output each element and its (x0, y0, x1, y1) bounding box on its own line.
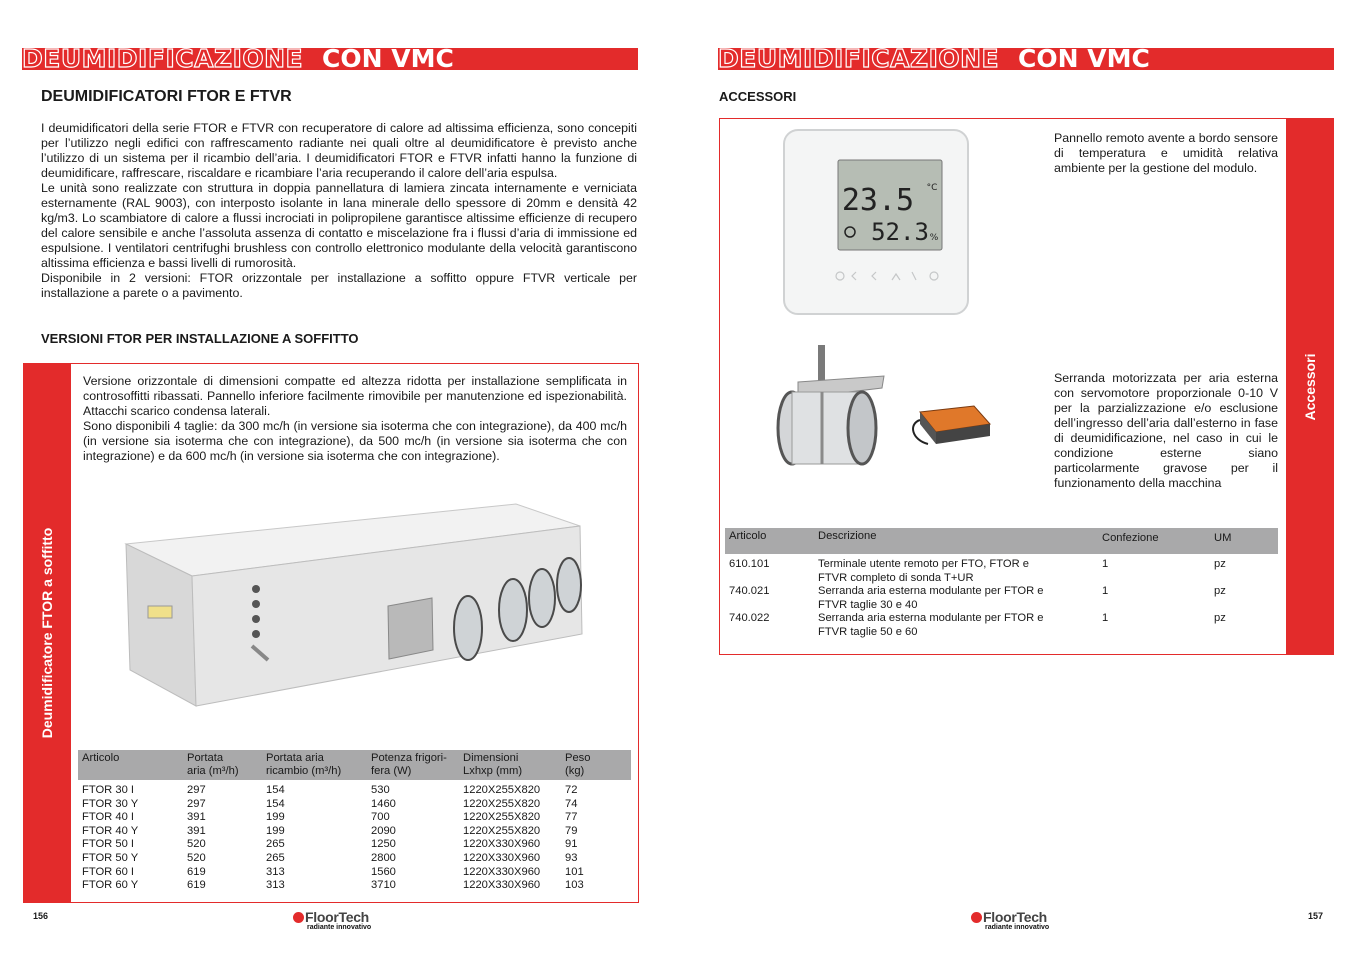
table-row: 740.022 Serranda aria esterna modulante per FTOR e FTVR taglie 50 e 60 1 pz (729, 612, 1226, 638)
floortech-logo-left (293, 909, 393, 935)
ftor-box-paragraph-1: Versione orizzontale di dimensioni compatte ed altezza ridotta per installazione semplificata in controsoffitti ribassati. Pannello inferiore facilmente rimovibile per manutenzione ed ispezionabilità. Attacchi scarico condensa laterali. (83, 374, 627, 418)
panel-temp-unit: °C (926, 183, 938, 193)
page-number-left: 156 (33, 911, 49, 921)
ftor-unit-label-sticker (148, 606, 172, 618)
ftor-unit-rating-plate (388, 598, 433, 659)
section-title-ftor: VERSIONI FTOR PER INSTALLAZIONE A SOFFITTO (41, 331, 359, 346)
ftor-box-paragraph-2: Sono disponibili 4 taglie: da 300 mc/h (in versione sia isoterma che con integrazione), da 400 mc/h (in versione sia isoterma che con integrazione), da 500 mc/h (in versione sia isoterma che con integrazione) e da 600 mc/h (in versione sia isoterma che con integrazione). (83, 419, 627, 463)
table-row: FTOR 60 I 619 313 1560 1220X330X960 101 (82, 865, 584, 878)
duct-collar-1 (454, 596, 482, 660)
col-articolo: Articolo (725, 528, 814, 554)
intro-text (41, 121, 637, 301)
accessori-side-tab (1286, 118, 1334, 655)
damper-shaft (818, 345, 825, 383)
col-descrizione: Descrizione (814, 528, 1098, 554)
table-row: FTOR 50 Y 520 265 2800 1220X330X960 93 (82, 851, 578, 864)
logo-dot-icon (971, 912, 982, 923)
accessori-table (725, 528, 1278, 640)
ftor-unit-button-4 (252, 630, 260, 638)
logo-dot-icon (293, 912, 304, 923)
remote-panel-image (782, 128, 972, 318)
ftor-unit-image (96, 494, 612, 742)
ftor-side-tab (23, 363, 71, 903)
logo-tagline: radiante innovativo (985, 924, 1050, 931)
damper-description: Serranda motorizzata per aria esterna con servomotore proporzionale 0-10 V per la parzializzazione e/o esclusione dell’ingresso dell’aria dall’esterno in fase di deumidificazione, nel caso in cui le condizione esterne siano particolarmente gravose per il funzionamento della macchina (1054, 371, 1278, 490)
accessori-side-tab-label: Accessori (1302, 353, 1318, 420)
col-articolo: Articolo (78, 750, 183, 780)
col-portata-aria: Portata aria (m³/h) (183, 750, 262, 780)
right-banner (718, 44, 1334, 73)
ftor-unit-button-3 (252, 615, 260, 623)
ftor-side-tab-label: Deumidificatore FTOR a soffitto (39, 527, 55, 739)
accessori-table-header-row (725, 528, 1278, 554)
panel-humidity: 52.3 (871, 218, 929, 246)
ftor-table (78, 750, 631, 893)
ftor-table-header-row (78, 750, 631, 780)
duct-collar-2 (499, 579, 527, 641)
floortech-logo-right (971, 909, 1071, 935)
panel-hum-unit: % (929, 233, 939, 243)
intro-paragraph-2: Le unità sono realizzate con struttura in doppia pannellatura di lamiera zincata internamente e verniciata esternamente (RAL 9003), con interposto isolante in lana minerale dello spessore di 20mm e densità 42 kg/m3. Lo scambiatore di calore a flussi incrociati in polipropilene garantisce altissime efficienze di recupero del calore sensibile e anche l’assoluta assenza di contatto e miscelazione fra i flussi d’aria di immissione ed espulsione. I ventilatori centrifughi brushless con controllo elettronico modulante della velocità garantiscono altissima efficienza e bassi livelli di rumorosità. (41, 181, 637, 270)
left-page-title: DEUMIDIFICATORI FTOR E FTVR (41, 88, 292, 105)
left-banner-outline-title: DEUMIDIFICAZIONE (22, 44, 304, 73)
logo-name: FloorTech (983, 909, 1047, 925)
table-row: FTOR 40 I 391 199 700 1220X255X820 77 (82, 811, 578, 824)
remote-panel-description: Pannello remoto avente a bordo sensore di temperatura e umidità relativa ambiente per la gestione del modulo. (1054, 131, 1278, 175)
ftor-unit-button-1 (252, 585, 260, 593)
damper-collar-right (848, 392, 876, 464)
table-row: 740.021 Serranda aria esterna modulante per FTOR e FTVR taglie 30 e 40 1 pz (729, 585, 1226, 611)
right-banner-title: CON VMC (1018, 44, 1150, 73)
logo-tagline: radiante innovativo (307, 924, 372, 931)
left-banner (22, 44, 638, 73)
ftor-box-text (83, 374, 627, 464)
accessori-title: ACCESSORI (719, 89, 797, 104)
intro-paragraph-1: I deumidificatori della serie FTOR e FTVR con recuperatore di calore ad altissima efficienza, sono concepiti per l’utilizzo negli edifici con raffrescamento radiante nei quali oltre al deumidificatore è previsto anche l’utilizzo di un sistema per il ricambio dell’aria. I deumidificatori FTOR e FTVR infatti hanno la funzione di deumidificare, raffrescare, riscaldare e ricambiare l’aria recuperando il calore dell’aria espulsa. (41, 121, 637, 180)
col-dimensioni: Dimensioni Lxhxp (mm) (459, 750, 561, 780)
col-peso: Peso (kg) (561, 750, 631, 780)
col-confezione: Confezione (1098, 528, 1210, 554)
left-banner-title: CON VMC (322, 44, 454, 73)
duct-collar-4 (557, 558, 581, 612)
intro-paragraph-3: Disponibile in 2 versioni: FTOR orizzontale per installazione a soffitto oppure FTVR verticale per installazione a parete o a pavimento. (41, 271, 637, 300)
table-row: FTOR 50 I 520 265 1250 1220X330X960 91 (82, 838, 578, 851)
table-row: FTOR 30 Y 297 154 1460 1220X255X820 74 (82, 797, 578, 810)
col-portata-ricambio: Portata aria ricambio (m³/h) (262, 750, 367, 780)
ftor-unit-button-2 (252, 600, 260, 608)
panel-temperature: 23.5 (841, 183, 915, 218)
table-row: 610.101 Terminale utente remoto per FTO, FTOR e FTVR completo di sonda T+UR 1 pz (729, 558, 1226, 584)
table-row: FTOR 60 Y 619 313 3710 1220X330X960 103 (82, 879, 584, 892)
motorized-damper-image (752, 340, 1002, 480)
col-um: UM (1210, 528, 1278, 554)
col-potenza: Potenza frigori- fera (W) (367, 750, 459, 780)
duct-collar-3 (529, 569, 555, 627)
right-banner-outline-title: DEUMIDIFICAZIONE (718, 44, 1000, 73)
table-row: FTOR 30 I 297 154 530 1220X255X820 72 (82, 784, 578, 796)
page-number-right: 157 (1308, 911, 1324, 921)
logo-name: FloorTech (305, 909, 369, 925)
table-row: FTOR 40 Y 391 199 2090 1220X255X820 79 (82, 824, 578, 837)
